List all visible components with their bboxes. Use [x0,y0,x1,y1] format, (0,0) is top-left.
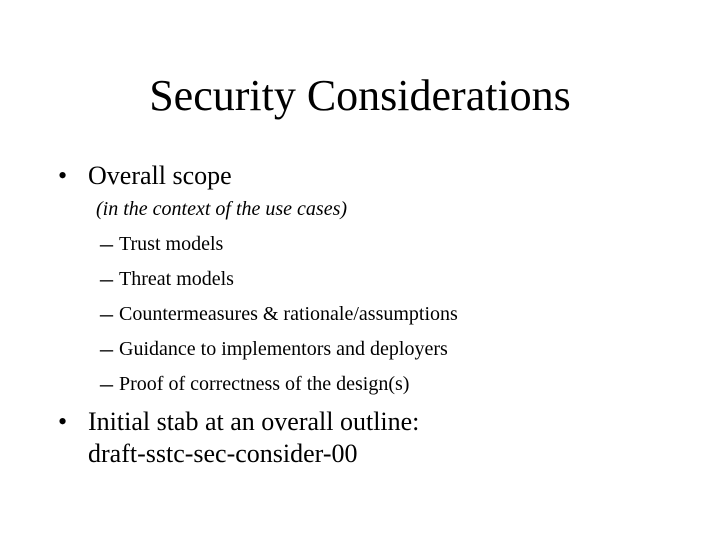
bullet-text: Overall scope [88,161,232,190]
sub-item-text: Guidance to implementors and deployers [119,338,448,360]
bullet-marker: • [58,407,68,436]
sub-item-text: Countermeasures & rationale/assumptions [119,303,458,325]
sub-item-guidance [88,336,698,362]
dash-marker: – [100,229,113,258]
sub-bullet-list [88,196,698,397]
sub-item-countermeasures [88,301,698,327]
dash-marker: – [100,334,113,363]
dash-marker: – [100,299,113,328]
sub-item-text: Trust models [119,233,224,255]
sub-item-proof [88,371,698,397]
bullet-list [58,160,698,470]
sub-item-text: Proof of correctness of the design(s) [119,373,410,395]
sub-item-text: Threat models [119,268,234,290]
draft-name: draft-sstc-sec-consider-00 [88,439,358,468]
dash-marker: – [100,264,113,293]
bullet-marker: • [58,161,68,190]
sub-item-threat-models [88,266,698,292]
bullet-text-line-1: Initial stab at an overall outline: [88,407,420,436]
sub-item-trust-models [88,231,698,257]
scope-note: (in the context of the use cases) [96,198,348,220]
slide-title: Security Considerations [149,71,571,120]
bullet-overall-scope [58,160,698,397]
bullet-initial-stab [58,406,698,470]
dash-marker: – [100,369,113,398]
